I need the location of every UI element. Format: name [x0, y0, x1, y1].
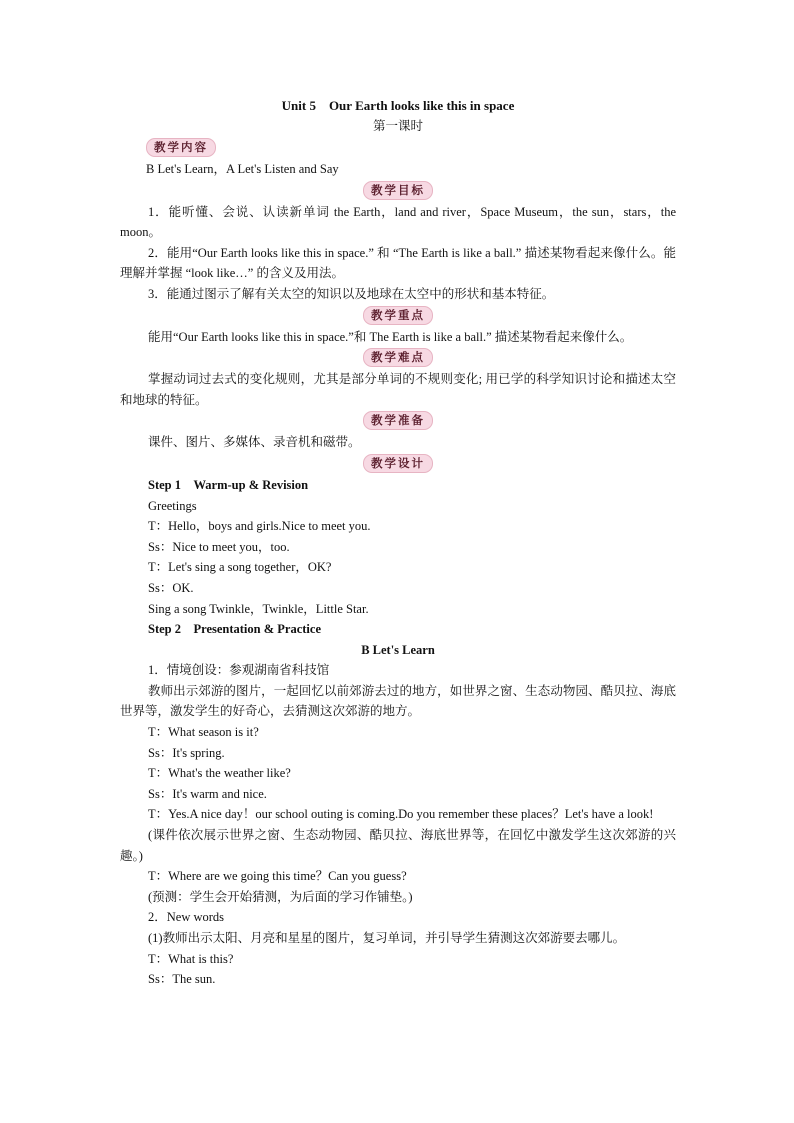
- section-heading: B Let's Learn: [361, 642, 435, 657]
- step1-line: Greetings: [148, 498, 197, 513]
- objective-3: 3．能通过图示了解有关太空的知识以及地球在太空中的形状和基本特征。: [148, 286, 555, 301]
- badge-key-points: 教学重点: [363, 306, 433, 325]
- step1-line: T：Hello，boys and girls.Nice to meet you.: [148, 519, 371, 534]
- step2-line: T：What season is it?: [148, 725, 259, 740]
- step2-line: 教师出示郊游的图片，一起回忆以前郊游去过的地方，如世界之窗、生态动物园、酷贝拉、海底世界等，激发学生的好奇心，去猜测这次郊游的地方。: [120, 683, 676, 719]
- design-header: [120, 454, 676, 474]
- key-points-text: 能用“Our Earth looks like this in space.”和 The Earth is like a ball.” 描述某物看起来像什么。: [148, 329, 633, 344]
- step2-line: 2．New words: [148, 910, 225, 925]
- preparation-text: 课件、图片、多媒体、录音机和磁带。: [148, 435, 361, 450]
- step2-line: T：What is this?: [148, 951, 234, 966]
- step2-line: (1)教师出示太阳、月亮和星星的图片，复习单词，并引导学生猜测这次郊游要去哪儿。: [148, 931, 626, 945]
- step2-line: (预测：学生会开始猜测，为后面的学习作铺垫。): [148, 889, 413, 904]
- badge-teaching-content: 教学内容: [146, 138, 216, 157]
- step1-line: Ss：Nice to meet you，too.: [148, 539, 290, 554]
- difficulties-header: [120, 348, 676, 368]
- objective-1: 1．能听懂、会说、认读新单词 the Earth，land and river，Space Museum，the sun，stars，the moon。: [120, 204, 676, 240]
- step1-line: T：Let's sing a song together，OK?: [148, 560, 332, 575]
- step2-line: 1．情境创设：参观湖南省科技馆: [148, 663, 330, 678]
- page-title: Unit 5 Our Earth looks like this in space: [281, 98, 515, 113]
- step2-line: T：Yes.A nice day！our school outing is coming.Do you remember these places？Let's have a look!: [148, 807, 654, 822]
- objectives-header: [120, 181, 676, 201]
- step1-heading: Step 1 Warm-up & Revision: [148, 477, 309, 492]
- step2-line: Ss：It's warm and nice.: [148, 786, 267, 801]
- step2-heading: Step 2 Presentation & Practice: [148, 622, 321, 637]
- step2-line: Ss：The sun.: [148, 972, 216, 987]
- step2-line: T：Where are we going this time？Can you guess?: [148, 869, 407, 884]
- badge-teaching-objectives: 教学目标: [363, 181, 433, 200]
- step1-line: Sing a song Twinkle，Twinkle，Little Star.: [148, 601, 369, 616]
- badge-difficulties: 教学难点: [363, 348, 433, 367]
- page-subtitle: 第一课时: [372, 119, 423, 133]
- difficulties-text: 掌握动词过去式的变化规则，尤其是部分单词的不规则变化; 用已学的科学知识讨论和描述太空和地球的特征。: [120, 372, 676, 407]
- key-points-header: [120, 306, 676, 326]
- objective-2: 2．能用“Our Earth looks like this in space.” 和 “The Earth is like a ball.” 描述某物看起来像什么。能理解并掌握 “look like…” 的含义及用法。: [120, 245, 676, 281]
- lesson-plan: [120, 96, 676, 990]
- content-text: B Let's Learn，A Let's Listen and Say: [146, 162, 339, 176]
- step1-line: Ss：OK.: [148, 580, 194, 595]
- step2-line: (课件依次展示世界之窗、生态动物园、酷贝拉、海底世界等，在回忆中激发学生这次郊游的兴趣。): [120, 828, 676, 863]
- content-header: [120, 138, 676, 158]
- step2-line: T：What's the weather like?: [148, 766, 291, 781]
- badge-preparation: 教学准备: [363, 411, 433, 430]
- step2-line: Ss：It's spring.: [148, 745, 225, 760]
- preparation-header: [120, 411, 676, 431]
- badge-teaching-design: 教学设计: [363, 454, 433, 473]
